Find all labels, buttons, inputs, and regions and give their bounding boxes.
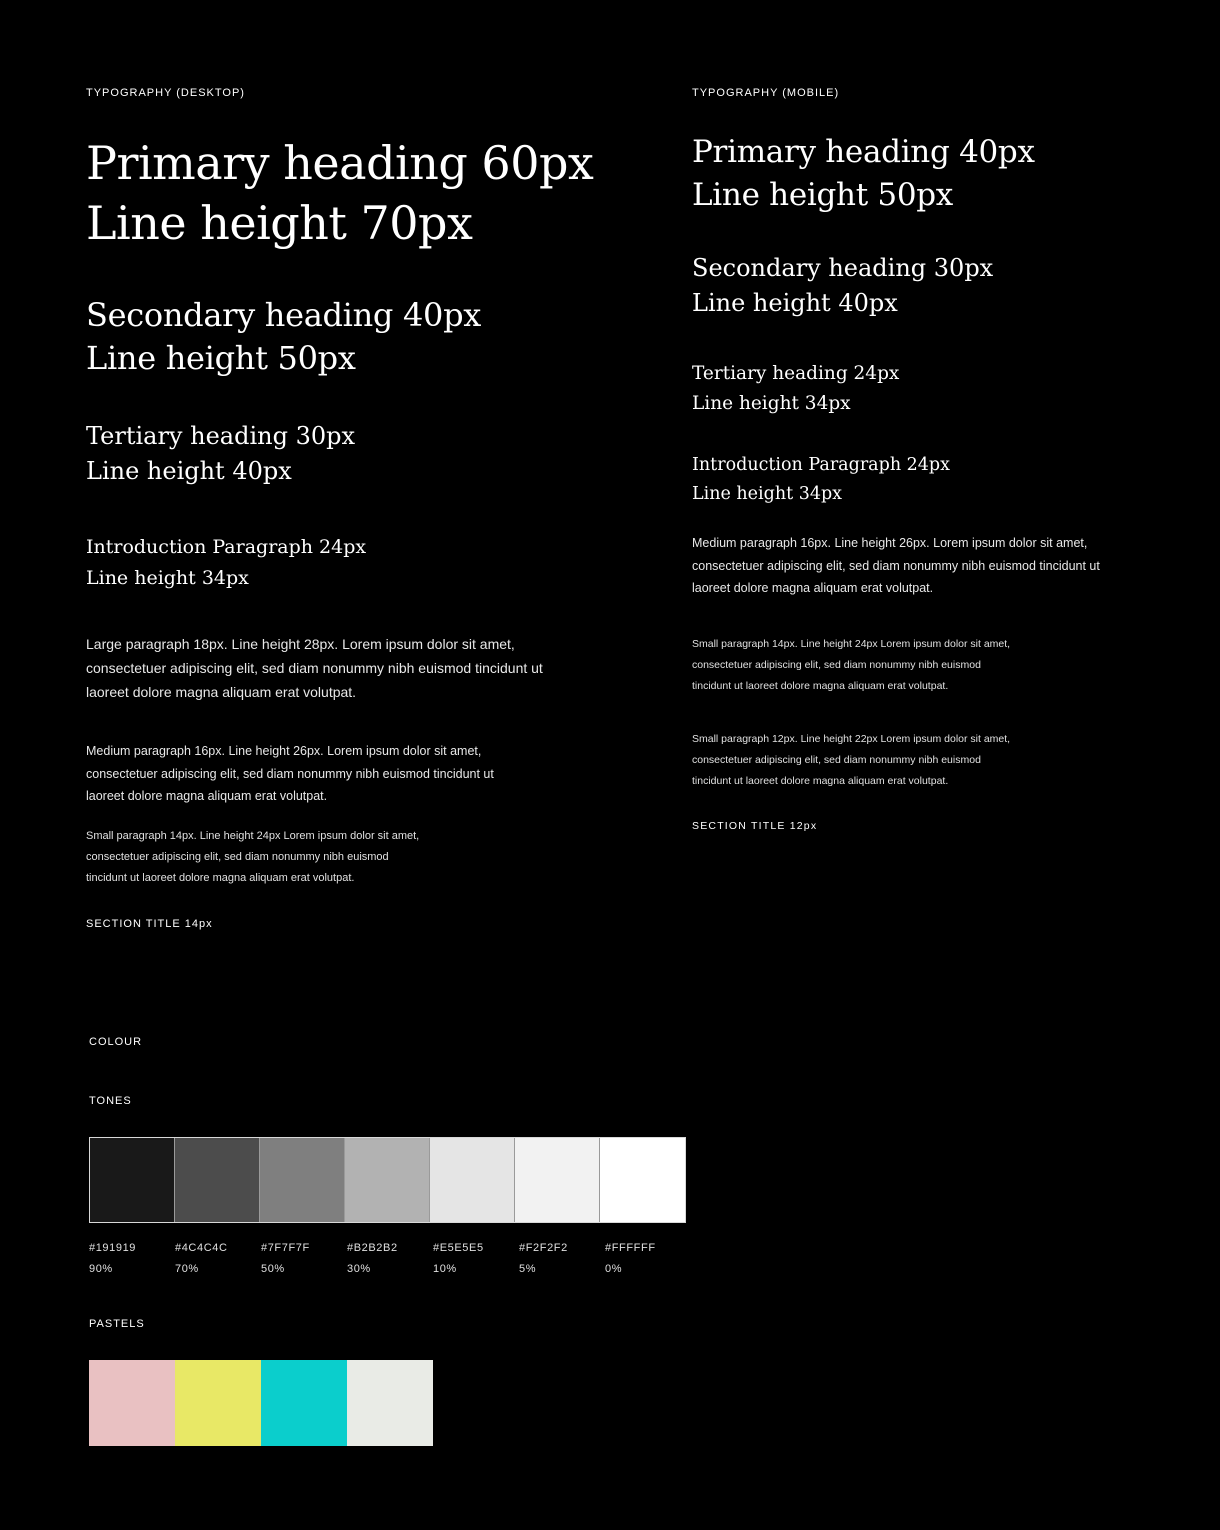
desktop-section-title: SECTION TITLE 14px [86,918,213,930]
mobile-small12-line-3: tincidunt ut laoreet dolore magna aliquam erat volutpat. [692,775,949,787]
desktop-primary-heading-line-1: Primary heading 60px [86,136,594,190]
mobile-secondary-heading [692,251,993,321]
desktop-primary-heading [86,133,593,253]
tone-label-5 [519,1238,568,1280]
pastel-swatch-teal [261,1360,347,1446]
mobile-primary-heading-line-2: Line height 50px [692,177,953,213]
desktop-tertiary-heading-line-2: Line height 40px [86,457,292,485]
tone-percent: 50% [261,1263,285,1275]
mobile-secondary-heading-line-1: Secondary heading 30px [692,254,994,282]
tone-hex: #FFFFFF [605,1242,656,1254]
desktop-tertiary-heading-line-1: Tertiary heading 30px [86,422,356,450]
mobile-intro-line-1: Introduction Paragraph 24px [692,455,950,475]
tone-percent: 30% [347,1263,371,1275]
desktop-medium-line-1: Medium paragraph 16px. Line height 26px. Lorem ipsum dolor sit amet, [86,744,482,758]
mobile-primary-heading [692,131,1035,217]
desktop-medium-line-3: laoreet dolore magna aliquam erat volutpat. [86,789,328,803]
tone-percent: 10% [433,1263,457,1275]
tone-percent: 90% [89,1263,113,1275]
desktop-small-paragraph [86,826,419,889]
tone-label-30 [347,1238,398,1280]
tone-label-90 [89,1238,136,1280]
mobile-tertiary-heading-line-2: Line height 34px [692,393,851,414]
desktop-small-line-3: tincidunt ut laoreet dolore magna aliquam erat volutpat. [86,872,355,884]
mobile-small14-line-3: tincidunt ut laoreet dolore magna aliquam erat volutpat. [692,680,949,692]
desktop-primary-heading-line-2: Line height 70px [86,196,473,250]
desktop-typography-label: TYPOGRAPHY (DESKTOP) [86,87,245,99]
desktop-small-line-1: Small paragraph 14px. Line height 24px Lorem ipsum dolor sit amet, [86,830,420,842]
desktop-secondary-heading-line-1: Secondary heading 40px [86,296,482,334]
tone-percent: 0% [605,1263,623,1275]
tone-swatch-5 [515,1138,600,1222]
desktop-intro-paragraph [86,532,366,594]
tones-label: TONES [89,1095,132,1107]
desktop-secondary-heading [86,294,481,380]
tone-label-70 [175,1238,228,1280]
desktop-tertiary-heading [86,419,355,489]
tone-hex: #F2F2F2 [519,1242,568,1254]
pastel-swatch-offwhite [347,1360,433,1446]
mobile-small-paragraph-12 [692,729,1010,792]
desktop-large-paragraph [86,632,543,704]
mobile-tertiary-heading-line-1: Tertiary heading 24px [692,363,900,384]
mobile-medium-line-2: consectetuer adipiscing elit, sed diam nonummy nibh euismod tincidunt ut [692,558,1100,573]
pastel-swatch-pink [89,1360,175,1446]
desktop-medium-paragraph [86,740,494,808]
pastel-swatch-yellow [175,1360,261,1446]
mobile-medium-paragraph [692,532,1100,600]
colour-label: COLOUR [89,1036,143,1048]
mobile-medium-line-3: laoreet dolore magna aliquam erat volutpat. [692,581,934,595]
tone-hex: #B2B2B2 [347,1242,398,1254]
tone-swatch-30 [345,1138,430,1222]
tone-swatch-50 [260,1138,345,1222]
tone-percent: 70% [175,1263,199,1275]
tone-swatch-70 [175,1138,260,1222]
desktop-intro-line-1: Introduction Paragraph 24px [86,536,367,558]
tone-swatch-0 [600,1138,685,1222]
desktop-large-line-2: consectetuer adipiscing elit, sed diam nonummy nibh euismod tincidunt ut [86,660,543,676]
mobile-small-paragraph-14 [692,634,1010,697]
mobile-small14-line-2: consectetuer adipiscing elit, sed diam nonummy nibh euismod [692,659,981,671]
tone-hex: #E5E5E5 [433,1242,484,1254]
mobile-typography-label: TYPOGRAPHY (MOBILE) [692,87,840,99]
desktop-intro-line-2: Line height 34px [86,567,249,589]
tone-hex: #4C4C4C [175,1242,228,1254]
mobile-small14-line-1: Small paragraph 14px. Line height 24px Lorem ipsum dolor sit amet, [692,638,1011,650]
pastels-label: PASTELS [89,1318,145,1330]
desktop-large-line-3: laoreet dolore magna aliquam erat volutpat. [86,684,357,700]
pastels-swatch-row [89,1360,433,1446]
tone-hex: #7F7F7F [261,1242,310,1254]
tone-label-10 [433,1238,484,1280]
mobile-secondary-heading-line-2: Line height 40px [692,289,898,317]
mobile-tertiary-heading [692,359,899,419]
tone-hex: #191919 [89,1242,137,1254]
tone-label-0 [605,1238,656,1280]
mobile-medium-line-1: Medium paragraph 16px. Line height 26px. Lorem ipsum dolor sit amet, [692,536,1088,550]
tone-percent: 5% [519,1263,537,1275]
tone-label-50 [261,1238,310,1280]
tone-swatch-90 [90,1138,175,1222]
mobile-primary-heading-line-1: Primary heading 40px [692,134,1035,170]
desktop-small-line-2: consectetuer adipiscing elit, sed diam nonummy nibh euismod [86,851,389,863]
desktop-large-line-1: Large paragraph 18px. Line height 28px. Lorem ipsum dolor sit amet, [86,636,515,652]
mobile-small12-line-1: Small paragraph 12px. Line height 22px Lorem ipsum dolor sit amet, [692,733,1011,745]
mobile-intro-line-2: Line height 34px [692,483,843,504]
mobile-section-title: SECTION TITLE 12px [692,820,818,832]
desktop-secondary-heading-line-2: Line height 50px [86,339,356,377]
mobile-small12-line-2: consectetuer adipiscing elit, sed diam nonummy nibh euismod [692,754,981,766]
mobile-intro-paragraph [692,451,950,508]
tones-swatch-row [89,1137,686,1223]
desktop-medium-line-2: consectetuer adipiscing elit, sed diam nonummy nibh euismod tincidunt ut [86,766,494,781]
tone-swatch-10 [430,1138,515,1222]
